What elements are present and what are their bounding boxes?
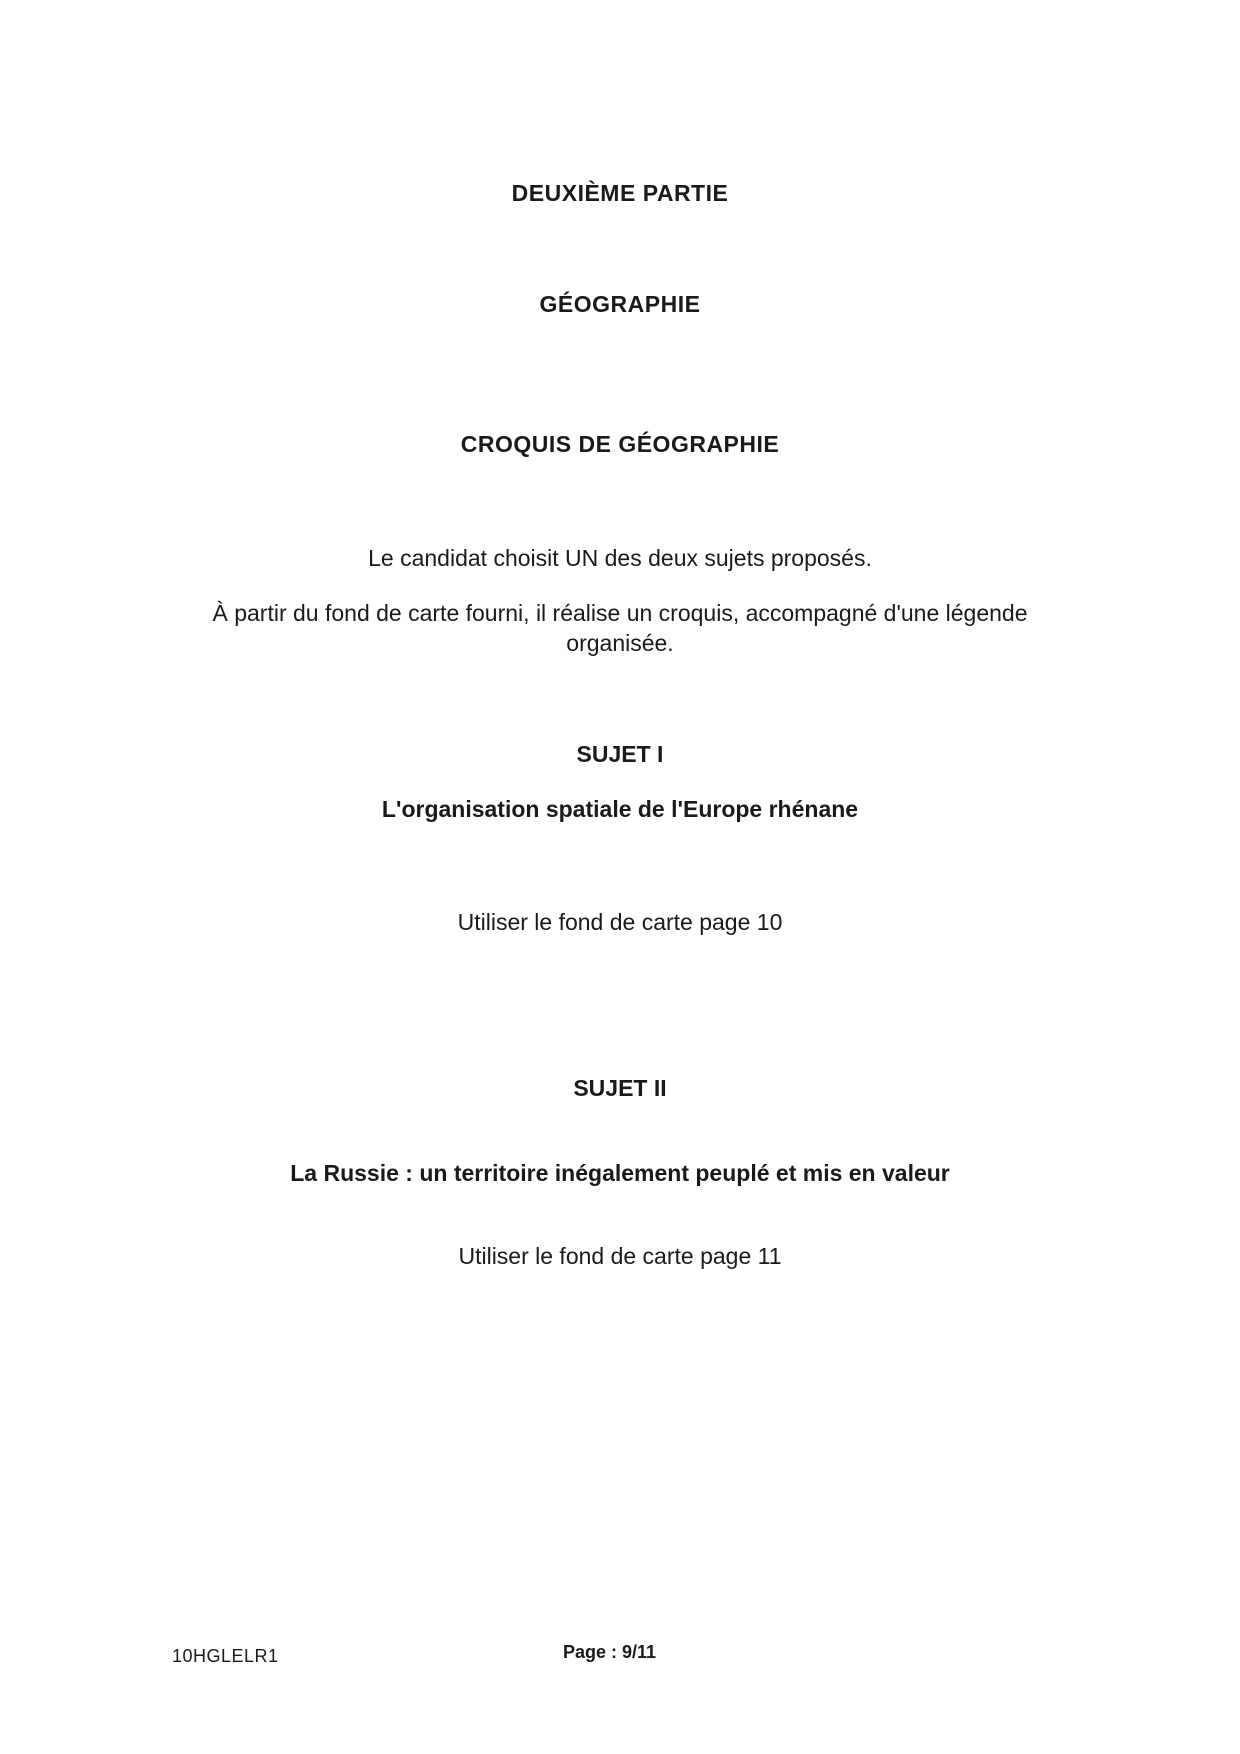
- subject-2-title: La Russie : un territoire inégalement peuplé et mis en valeur: [290, 1160, 950, 1186]
- subject-1-title: L'organisation spatiale de l'Europe rhénane: [381, 796, 859, 822]
- exercise-title: CROQUIS DE GÉOGRAPHIE: [460, 431, 780, 457]
- page-number: Page : 9/11: [563, 1642, 657, 1662]
- part-title: DEUXIÈME PARTIE: [511, 180, 729, 206]
- document-code: 10HGLELR1: [172, 1646, 279, 1666]
- subject-1-note: Utiliser le fond de carte page 10: [457, 909, 783, 935]
- subject-2-note: Utiliser le fond de carte page 11: [458, 1243, 782, 1269]
- instruction-line-3: organisée.: [566, 630, 674, 656]
- subject-2-label: SUJET II: [573, 1075, 667, 1101]
- instruction-line-2: À partir du fond de carte fourni, il réalise un croquis, accompagné d'une légende: [212, 600, 1028, 626]
- instruction-line-1: Le candidat choisit UN des deux sujets proposés.: [368, 545, 872, 571]
- subject-area-title: GÉOGRAPHIE: [539, 291, 701, 317]
- subject-1-label: SUJET I: [576, 741, 664, 767]
